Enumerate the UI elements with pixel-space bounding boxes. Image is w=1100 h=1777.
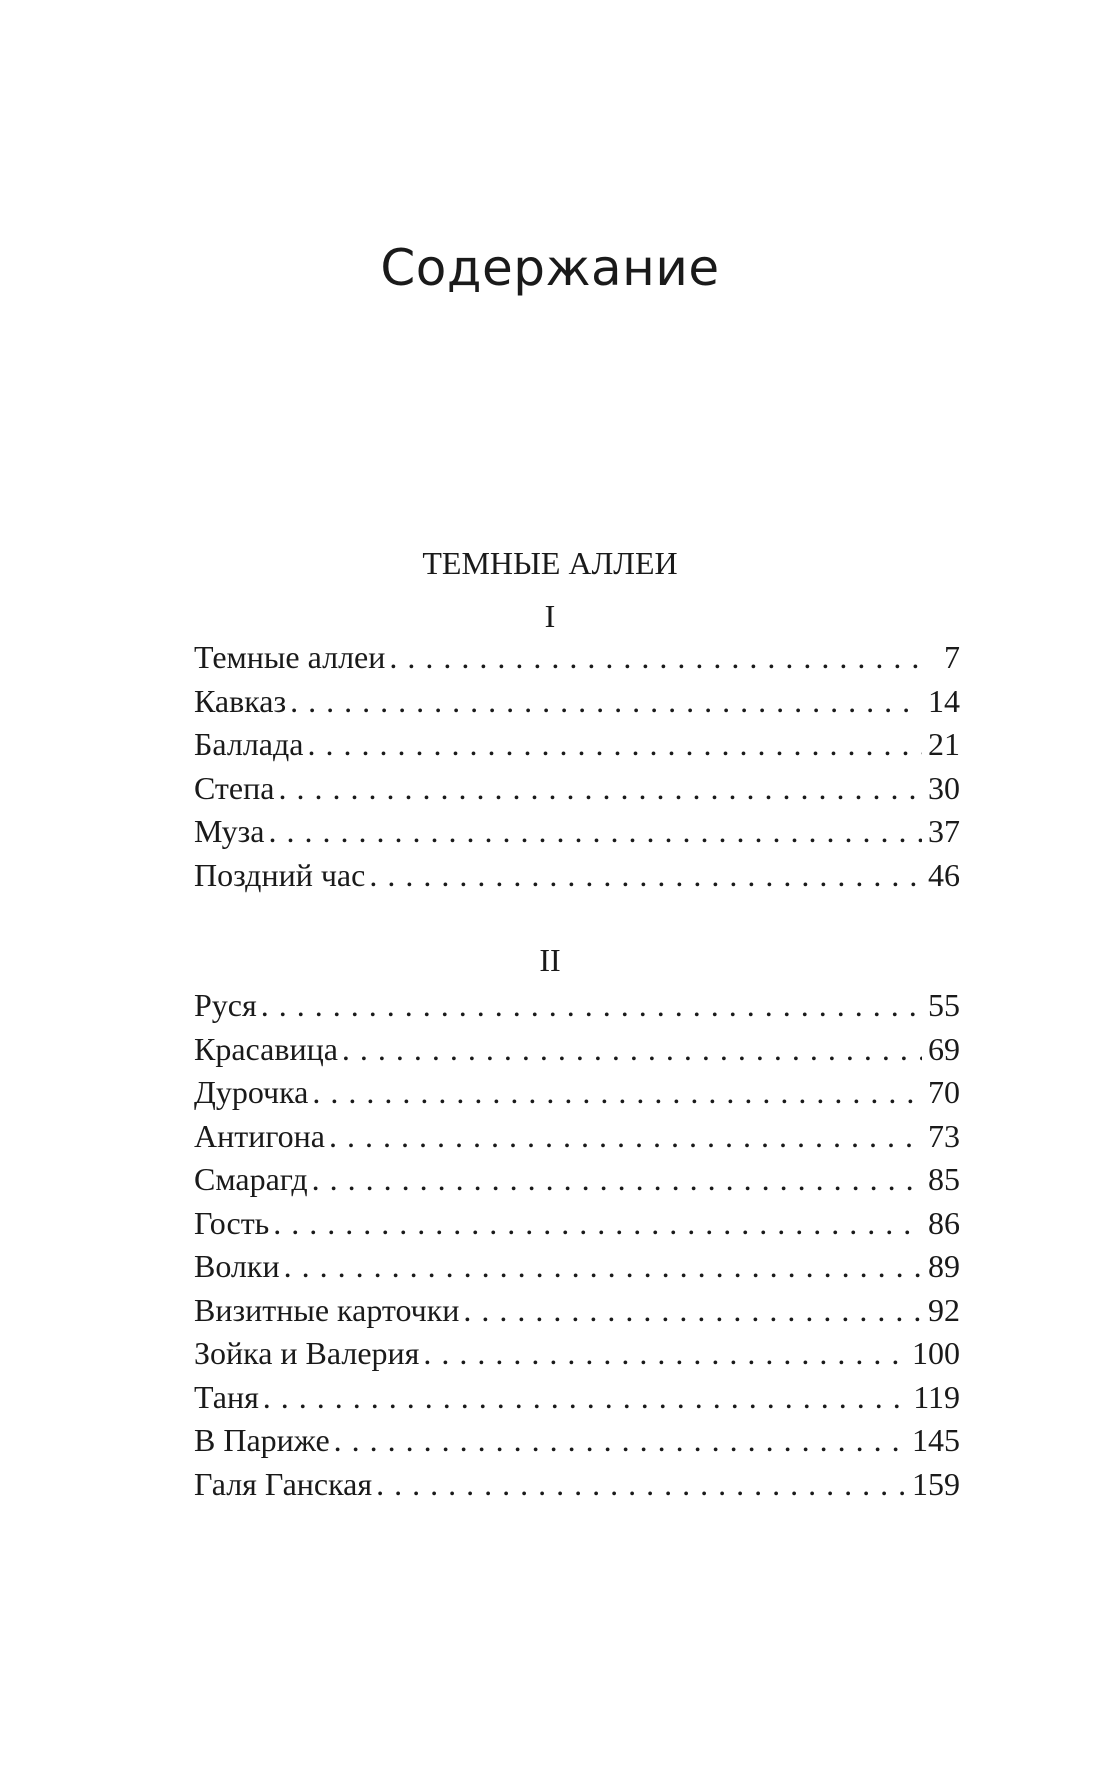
- toc-entry-title: В Париже: [194, 1422, 330, 1458]
- dot-leader: [290, 680, 922, 724]
- toc-entry[interactable]: [194, 767, 960, 811]
- toc-entry-page: 70: [928, 1074, 960, 1110]
- dot-leader: [261, 984, 922, 1028]
- toc-entry-title: Поздний час: [194, 856, 366, 893]
- dot-leader: [369, 854, 922, 898]
- toc-entry-title: Дурочка: [194, 1074, 309, 1110]
- toc-entry-page: 37: [928, 813, 960, 849]
- toc-entry[interactable]: [194, 1115, 960, 1159]
- toc-entry-page: 86: [928, 1204, 960, 1241]
- dot-leader: [263, 1376, 907, 1420]
- toc-entry-title: Кавказ: [194, 682, 287, 719]
- toc-entry-title: Смарагд: [194, 1161, 308, 1197]
- dot-leader: [423, 1332, 906, 1376]
- toc-entry[interactable]: [194, 1376, 960, 1420]
- toc-list-section-2: [194, 984, 960, 1506]
- toc-entry-page: 92: [928, 1291, 960, 1328]
- toc-entry[interactable]: [194, 1028, 960, 1072]
- toc-entry-page: 7: [944, 639, 960, 675]
- section-numeral-1: I: [544, 598, 556, 634]
- dot-leader: [284, 1245, 922, 1289]
- toc-entry-title: Таня: [194, 1378, 259, 1415]
- toc-entry-page: 14: [928, 682, 960, 719]
- dot-leader: [273, 1202, 922, 1246]
- toc-entry[interactable]: [194, 723, 960, 767]
- toc-entry-page: 85: [928, 1161, 960, 1197]
- toc-entry[interactable]: [194, 1289, 960, 1333]
- toc-entry-page: 30: [928, 769, 960, 806]
- toc-entry-page: 21: [928, 726, 960, 762]
- toc-entry-title: Зойка и Валерия: [194, 1335, 420, 1371]
- toc-entry-page: 100: [912, 1335, 960, 1371]
- toc-entry[interactable]: [194, 984, 960, 1028]
- dot-leader: [463, 1289, 922, 1333]
- toc-entry[interactable]: [194, 1463, 960, 1507]
- toc-entry[interactable]: [194, 854, 960, 898]
- toc-entry[interactable]: [194, 1332, 960, 1376]
- dot-leader: [389, 636, 930, 680]
- toc-entry[interactable]: [194, 1071, 960, 1115]
- toc-entry-title: Гость: [194, 1204, 270, 1241]
- dot-leader: [312, 1158, 922, 1202]
- dot-leader: [307, 723, 922, 767]
- dot-leader: [342, 1028, 922, 1072]
- toc-entry[interactable]: [194, 1245, 960, 1289]
- dot-leader: [334, 1419, 906, 1463]
- dot-leader: [376, 1463, 906, 1507]
- dot-leader: [329, 1115, 922, 1159]
- dot-leader: [312, 1071, 922, 1115]
- toc-entry[interactable]: [194, 680, 960, 724]
- toc-entry-page: 145: [912, 1422, 960, 1458]
- toc-entry-title: Руся: [194, 987, 257, 1023]
- toc-entry-page: 89: [928, 1248, 960, 1284]
- toc-entry-title: Баллада: [194, 726, 304, 762]
- section-numeral-2: II: [539, 942, 561, 978]
- toc-entry[interactable]: [194, 1158, 960, 1202]
- toc-entry-page: 46: [928, 856, 960, 893]
- toc-entry-title: Красавица: [194, 1030, 338, 1067]
- toc-entry-page: 159: [912, 1465, 960, 1502]
- toc-entry-page: 119: [913, 1378, 960, 1415]
- toc-entry-title: Антигона: [194, 1117, 325, 1154]
- toc-entry-title: Муза: [194, 813, 265, 849]
- page-title: Содержание: [380, 239, 720, 297]
- dot-leader: [278, 767, 922, 811]
- toc-entry-page: 73: [928, 1117, 960, 1154]
- dot-leader: [269, 810, 923, 854]
- toc-entry-title: Темные аллеи: [194, 639, 386, 675]
- part-title: ТЕМНЫЕ АЛЛЕИ: [422, 545, 678, 581]
- toc-entry-title: Визитные карточки: [194, 1291, 460, 1328]
- toc-entry-title: Галя Ганская: [194, 1465, 373, 1502]
- toc-list-section-1: [194, 636, 960, 897]
- toc-entry-title: Волки: [194, 1248, 280, 1284]
- toc-entry[interactable]: [194, 1419, 960, 1463]
- toc-entry-title: Степа: [194, 769, 275, 806]
- toc-entry[interactable]: [194, 636, 960, 680]
- toc-entry-page: 69: [928, 1030, 960, 1067]
- toc-entry[interactable]: [194, 810, 960, 854]
- toc-entry-page: 55: [928, 987, 960, 1023]
- toc-entry[interactable]: [194, 1202, 960, 1246]
